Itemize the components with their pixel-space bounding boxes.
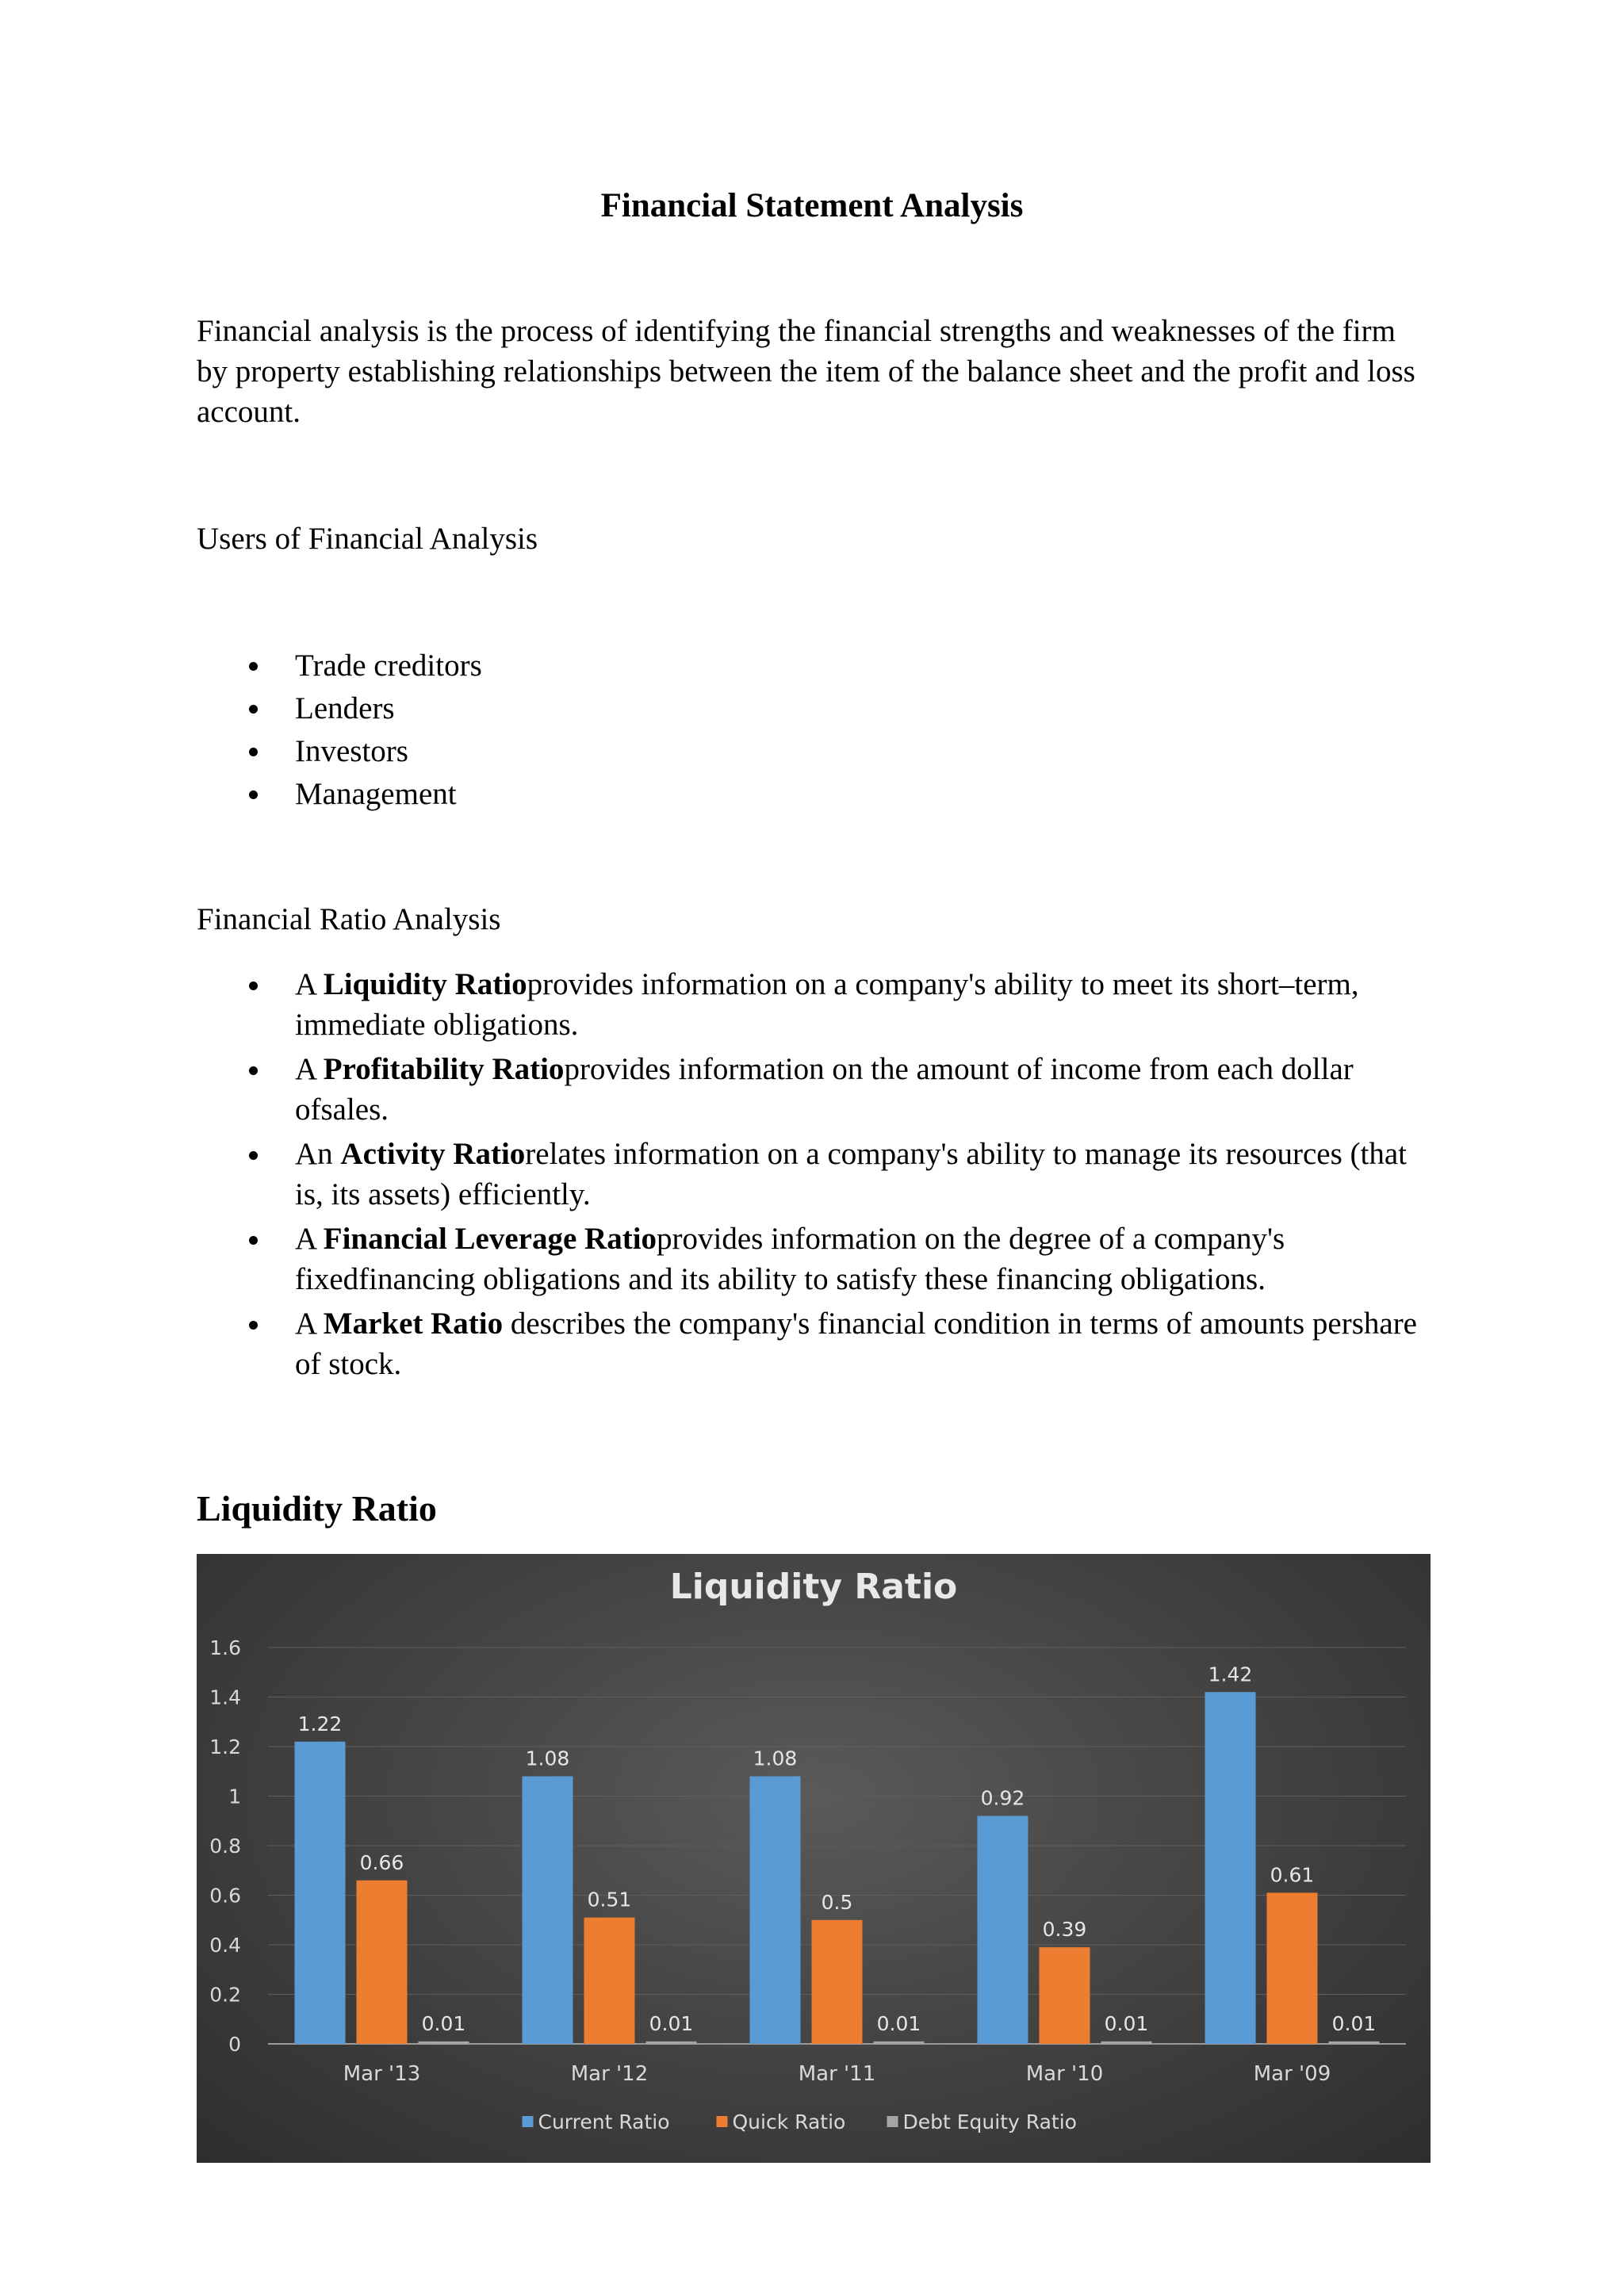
y-tick-label: 0.2 (209, 1983, 241, 2007)
users-list (197, 645, 482, 816)
y-tick-label: 1.4 (209, 1686, 241, 1709)
bar-current-ratio (750, 1777, 801, 2045)
x-tick-label: Mar '13 (343, 2062, 421, 2086)
list-item (197, 1219, 1442, 1299)
data-label: 0.92 (980, 1786, 1025, 1810)
legend-swatch (887, 2116, 898, 2127)
list-item (197, 964, 1442, 1045)
bar-debt-equity-ratio (1101, 2042, 1152, 2044)
chart-title: Liquidity Ratio (669, 1567, 958, 1607)
bar-quick-ratio (584, 1918, 635, 2044)
bar-quick-ratio (1040, 1947, 1090, 2044)
ratio-prefix: A (295, 967, 324, 1001)
ratio-description: provides information on the amount of income from each dollar ofsales. (295, 1052, 1354, 1127)
ratio-term: Activity Ratio (340, 1137, 526, 1171)
chart-canvas (197, 1554, 1431, 2163)
x-tick-label: Mar '10 (1025, 2062, 1104, 2086)
data-label: 1.08 (753, 1747, 798, 1770)
bar-current-ratio (1205, 1692, 1256, 2044)
y-tick-label: 1.2 (209, 1735, 241, 1758)
list-item: Trade creditors (197, 645, 482, 687)
data-label: 0.61 (1270, 1863, 1315, 1887)
ratio-prefix: A (295, 1222, 324, 1256)
x-tick-label: Mar '11 (798, 2062, 876, 2086)
bar-quick-ratio (357, 1881, 408, 2044)
intro-paragraph: Financial analysis is the process of identifying the financial strengths and weaknesses of the firm by property establishing relationships between the item of the balance sheet and the profit and loss account. (197, 314, 1415, 429)
list-item: Investors (197, 730, 482, 773)
liquidity-ratio-heading: Liquidity Ratio (197, 1488, 437, 1529)
list-item: Lenders (197, 687, 482, 730)
list-item (197, 1303, 1442, 1384)
data-label: 1.08 (525, 1747, 570, 1770)
data-label: 0.01 (649, 2011, 694, 2035)
y-tick-label: 0.8 (209, 1835, 241, 1858)
ratio-description: relates information on a company's ability to manage its resources (that is, its assets) efficiently. (295, 1137, 1407, 1211)
y-tick-label: 0.6 (209, 1884, 241, 1908)
y-tick-label: 1 (228, 1785, 241, 1808)
ratio-term: Liquidity Ratio (323, 967, 527, 1001)
list-item (197, 1049, 1442, 1130)
ratio-prefix: A (295, 1307, 324, 1341)
data-label: 0.01 (876, 2011, 921, 2035)
x-tick-label: Mar '09 (1253, 2062, 1331, 2086)
bar-quick-ratio (812, 1920, 863, 2044)
x-tick-label: Mar '12 (570, 2062, 649, 2086)
bar-current-ratio (523, 1777, 573, 2045)
ratio-analysis-heading: Financial Ratio Analysis (197, 902, 501, 936)
legend-label: Debt Equity Ratio (902, 2110, 1077, 2133)
ratio-list (197, 964, 1442, 1388)
ratio-prefix: An (295, 1137, 341, 1171)
ratio-term: Financial Leverage Ratio (323, 1222, 657, 1256)
ratio-description: describes the company's financial condition in terms of amounts pershare of stock. (295, 1307, 1417, 1381)
legend-swatch (523, 2116, 534, 2127)
list-item (197, 1134, 1442, 1215)
data-label: 0.39 (1042, 1918, 1087, 1942)
data-label: 1.22 (297, 1712, 343, 1735)
data-label: 0.66 (359, 1850, 404, 1874)
bar-debt-equity-ratio (419, 2042, 469, 2044)
ratio-term: Market Ratio (323, 1307, 504, 1341)
data-label: 0.51 (587, 1888, 632, 1911)
data-label: 0.01 (1104, 2011, 1149, 2035)
liquidity-ratio-chart (197, 1554, 1431, 2163)
bar-debt-equity-ratio (1329, 2042, 1380, 2044)
list-item: Management (197, 773, 482, 816)
data-label: 0.01 (1331, 2011, 1377, 2035)
legend-swatch (717, 2116, 728, 2127)
y-tick-label: 0 (228, 2033, 241, 2056)
ratio-term: Profitability Ratio (323, 1052, 565, 1086)
ratio-description: provides information on a company's ability to meet its short–term, immediate obligations. (295, 967, 1359, 1042)
y-tick-label: 1.6 (209, 1636, 241, 1659)
legend-label: Current Ratio (538, 2110, 670, 2133)
ratio-description: provides information on the degree of a company's fixedfinancing obligations and its ability to satisfy these financing obligations. (295, 1222, 1285, 1296)
bar-current-ratio (978, 1816, 1028, 2045)
y-tick-label: 0.4 (209, 1934, 241, 1957)
data-label: 0.5 (821, 1890, 853, 1914)
bar-quick-ratio (1267, 1892, 1318, 2044)
users-heading: Users of Financial Analysis (197, 522, 538, 556)
ratio-prefix: A (295, 1052, 324, 1086)
page-title: Financial Statement Analysis (600, 187, 1024, 224)
legend-label: Quick Ratio (732, 2110, 846, 2133)
bar-debt-equity-ratio (874, 2042, 925, 2044)
bar-current-ratio (295, 1742, 346, 2044)
data-label: 1.42 (1208, 1663, 1253, 1686)
data-label: 0.01 (421, 2011, 466, 2035)
bar-debt-equity-ratio (646, 2042, 697, 2044)
